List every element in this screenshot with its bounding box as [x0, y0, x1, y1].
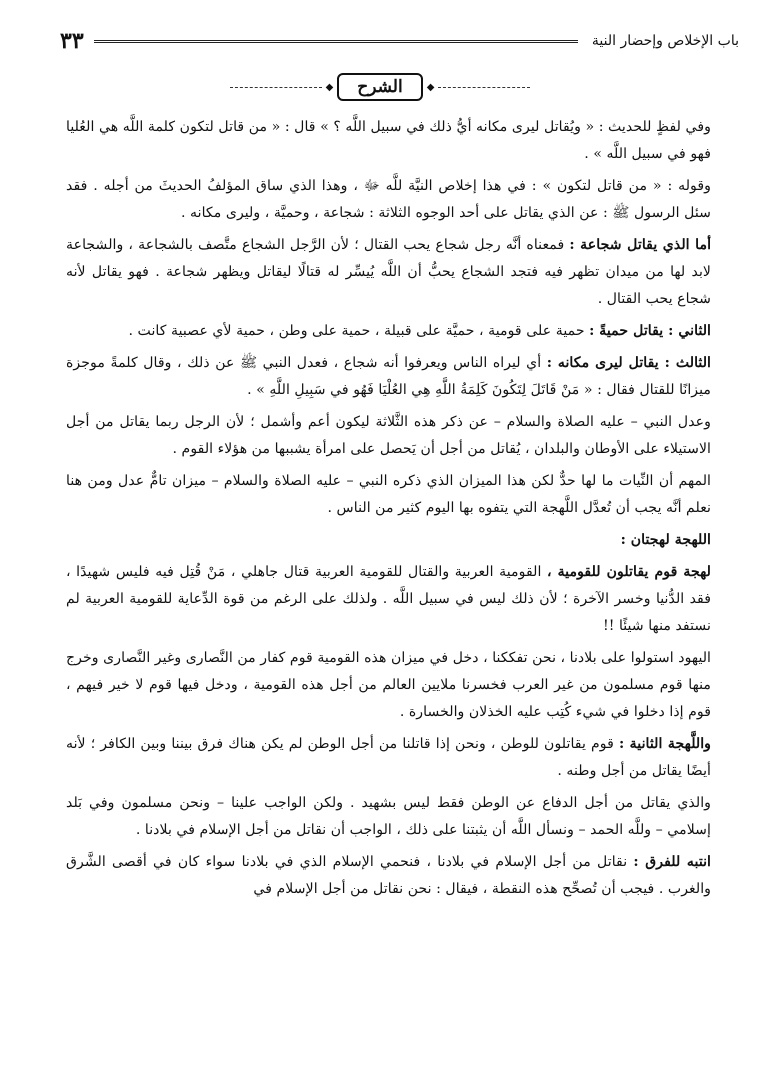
paragraph: [66, 468, 711, 522]
paragraph-text: وفي لفظٍ للحديث : « ويُقاتل ليرى مكانه أيُّ ذلك في سبيل اللَّه ؟ » قال : « من قاتل لتكون كلمة اللَّه هي العُليا فهو في سبيل اللَّه » .: [66, 119, 711, 162]
paragraph-text: اليهود استولوا على بلادنا ، نحن تفككنا ، دخل في ميزان هذه القومية قوم كفار من النَّصارى وغير النَّصارى وخرج منها قوم مسلمون من غير العرب فخسرنا ملايين العالم من أجل هذه القومية ، ودخل فيها قوم لا خير فيهم ، قوم إذا دخلوا في شيء كُتِب عليه الخذلان والخسارة .: [66, 650, 711, 720]
paragraph-lead: لهجة قوم يقاتلون للقومية ،: [546, 564, 711, 580]
paragraph-text: المهم أن النِّيات ما لها حدٌّ لكن هذا الميزان الذي ذكره النبي – عليه الصلاة والسلام – ميزان تامٌّ عدل ومن هنا نعلم أنَّه يجب أن تُعدَّل اللَّهجة التي يتفوه بها اليوم كثير من الناس .: [66, 473, 711, 516]
running-header: [60, 28, 739, 54]
paragraph: [66, 318, 711, 345]
paragraph-lead: اللهجة لهجتان :: [620, 532, 711, 548]
paragraph: [66, 409, 711, 463]
paragraph-lead: الثالث : يقاتل ليرى مكانه :: [546, 355, 711, 371]
paragraph: [66, 527, 711, 554]
paragraph: [66, 350, 711, 404]
paragraph-text: قوم يقاتلون للوطن ، ونحن إذا قاتلنا من أجل الوطن لم يكن هناك فرق بيننا وبين الكافر ؛ لأنه أيضًا يقاتل من أجل وطنه .: [66, 736, 711, 779]
paragraph-text: فمعناه أنَّه رجل شجاع يحب القتال ؛ لأن الرَّجل الشجاع متَّصف بالشجاعة ، والشجاعة لابد لها من ميدان تظهر فيه فتجد الشجاع يحبُّ أن اللَّه يُيسِّر له قتالًا ليقاتل ويظهر شجاعة . فهو يقاتل لأنه شجاع يحب القتال .: [66, 237, 711, 307]
paragraph: [66, 849, 711, 903]
paragraph-text: وقوله : « من قاتل لتكون » : في هذا إخلاص النيَّة للَّه ﷻ ، وهذا الذي ساق المؤلفُ الحديثَ من أجله . فقد سئل الرسول ﷺ : عن الذي يقاتل على أحد الوجوه الثلاثة : شجاعة ، وحميَّة ، وليرى مكانه .: [66, 178, 711, 221]
section-title: الشرح: [337, 73, 422, 101]
diamond-icon: ◆: [325, 81, 334, 93]
paragraph-lead: انتبه للفرق :: [633, 854, 711, 870]
paragraph: [66, 114, 711, 168]
diamond-icon: ◆: [426, 81, 435, 93]
paragraph: [66, 731, 711, 785]
paragraph-lead: أما الذي يقاتل شجاعة :: [569, 237, 712, 253]
chapter-title: باب الإخلاص وإحضار النية: [591, 33, 739, 49]
paragraph-text: حمية على قومية ، حميَّة على قبيلة ، حمية على وطن ، حمية لأي عصبية كانت .: [128, 323, 585, 339]
section-heading: [230, 70, 530, 104]
paragraph: [66, 645, 711, 726]
paragraph: [66, 559, 711, 640]
paragraph-text: أي ليراه الناس ويعرفوا أنه شجاع ، فعدل النبي ﷺ عن ذلك ، وقال كلمةً موجزة ميزانًا للقتال فقال : « مَنْ قَاتَلَ لِتَكُونَ كَلِمَةُ اللَّهِ هِي العُلْيَا فَهُو في سَبِيلِ اللَّهِ » .: [66, 355, 711, 398]
ornament-dash-right: [438, 87, 530, 88]
commentary-body: [66, 114, 711, 908]
paragraph-text: القومية العربية والقتال للقومية العربية قتال جاهلي ، مَنْ قُتِل فيه فليس شهيدًا ، فقد الدُّنيا وخسر الآخرة ؛ لأن ذلك ليس في سبيل اللَّه . ولذلك على الرغم من قوة الدِّعاية للقومية العربية لم نستفد منها شيئًا !!: [66, 564, 711, 634]
paragraph-text: والذي يقاتل من أجل الدفاع عن الوطن فقط ليس بشهيد . ولكن الواجب علينا – ونحن مسلمون وفي بَلد إسلامي – وللَّه الحمد – ونسأل اللَّه أن يثبتنا على ذلك ، الواجب أن نقاتل من أجل الإسلام في بلادنا .: [66, 795, 711, 838]
paragraph-lead: واللَّهجة الثانية :: [618, 736, 712, 752]
ornament-dash-left: [230, 87, 322, 88]
paragraph-lead: الثاني : يقاتل حميةً :: [589, 323, 711, 339]
header-rule: [94, 40, 578, 43]
paragraph-text: وعدل النبي – عليه الصلاة والسلام – عن ذكر هذه الثَّلاثة ليكون أعم وأشمل ؛ لأن الرجل ربما يقاتل من أجل الاستيلاء على الأوطان والبلدان ، يُقاتل من أجل أن يَحصل على امرأة يشببها من هؤلاء القوم .: [66, 414, 711, 457]
paragraph: [66, 173, 711, 227]
page-number: ٣٣: [60, 28, 84, 54]
paragraph: [66, 790, 711, 844]
paragraph: [66, 232, 711, 313]
paragraph-text: نقاتل من أجل الإسلام في بلادنا ، فنحمي الإسلام الذي في بلادنا سواء كان في أقصى الشَّرق والغرب . فيجب أن تُصحِّح هذه النقطة ، فيقال : نحن نقاتل من أجل الإسلام في: [66, 854, 711, 897]
